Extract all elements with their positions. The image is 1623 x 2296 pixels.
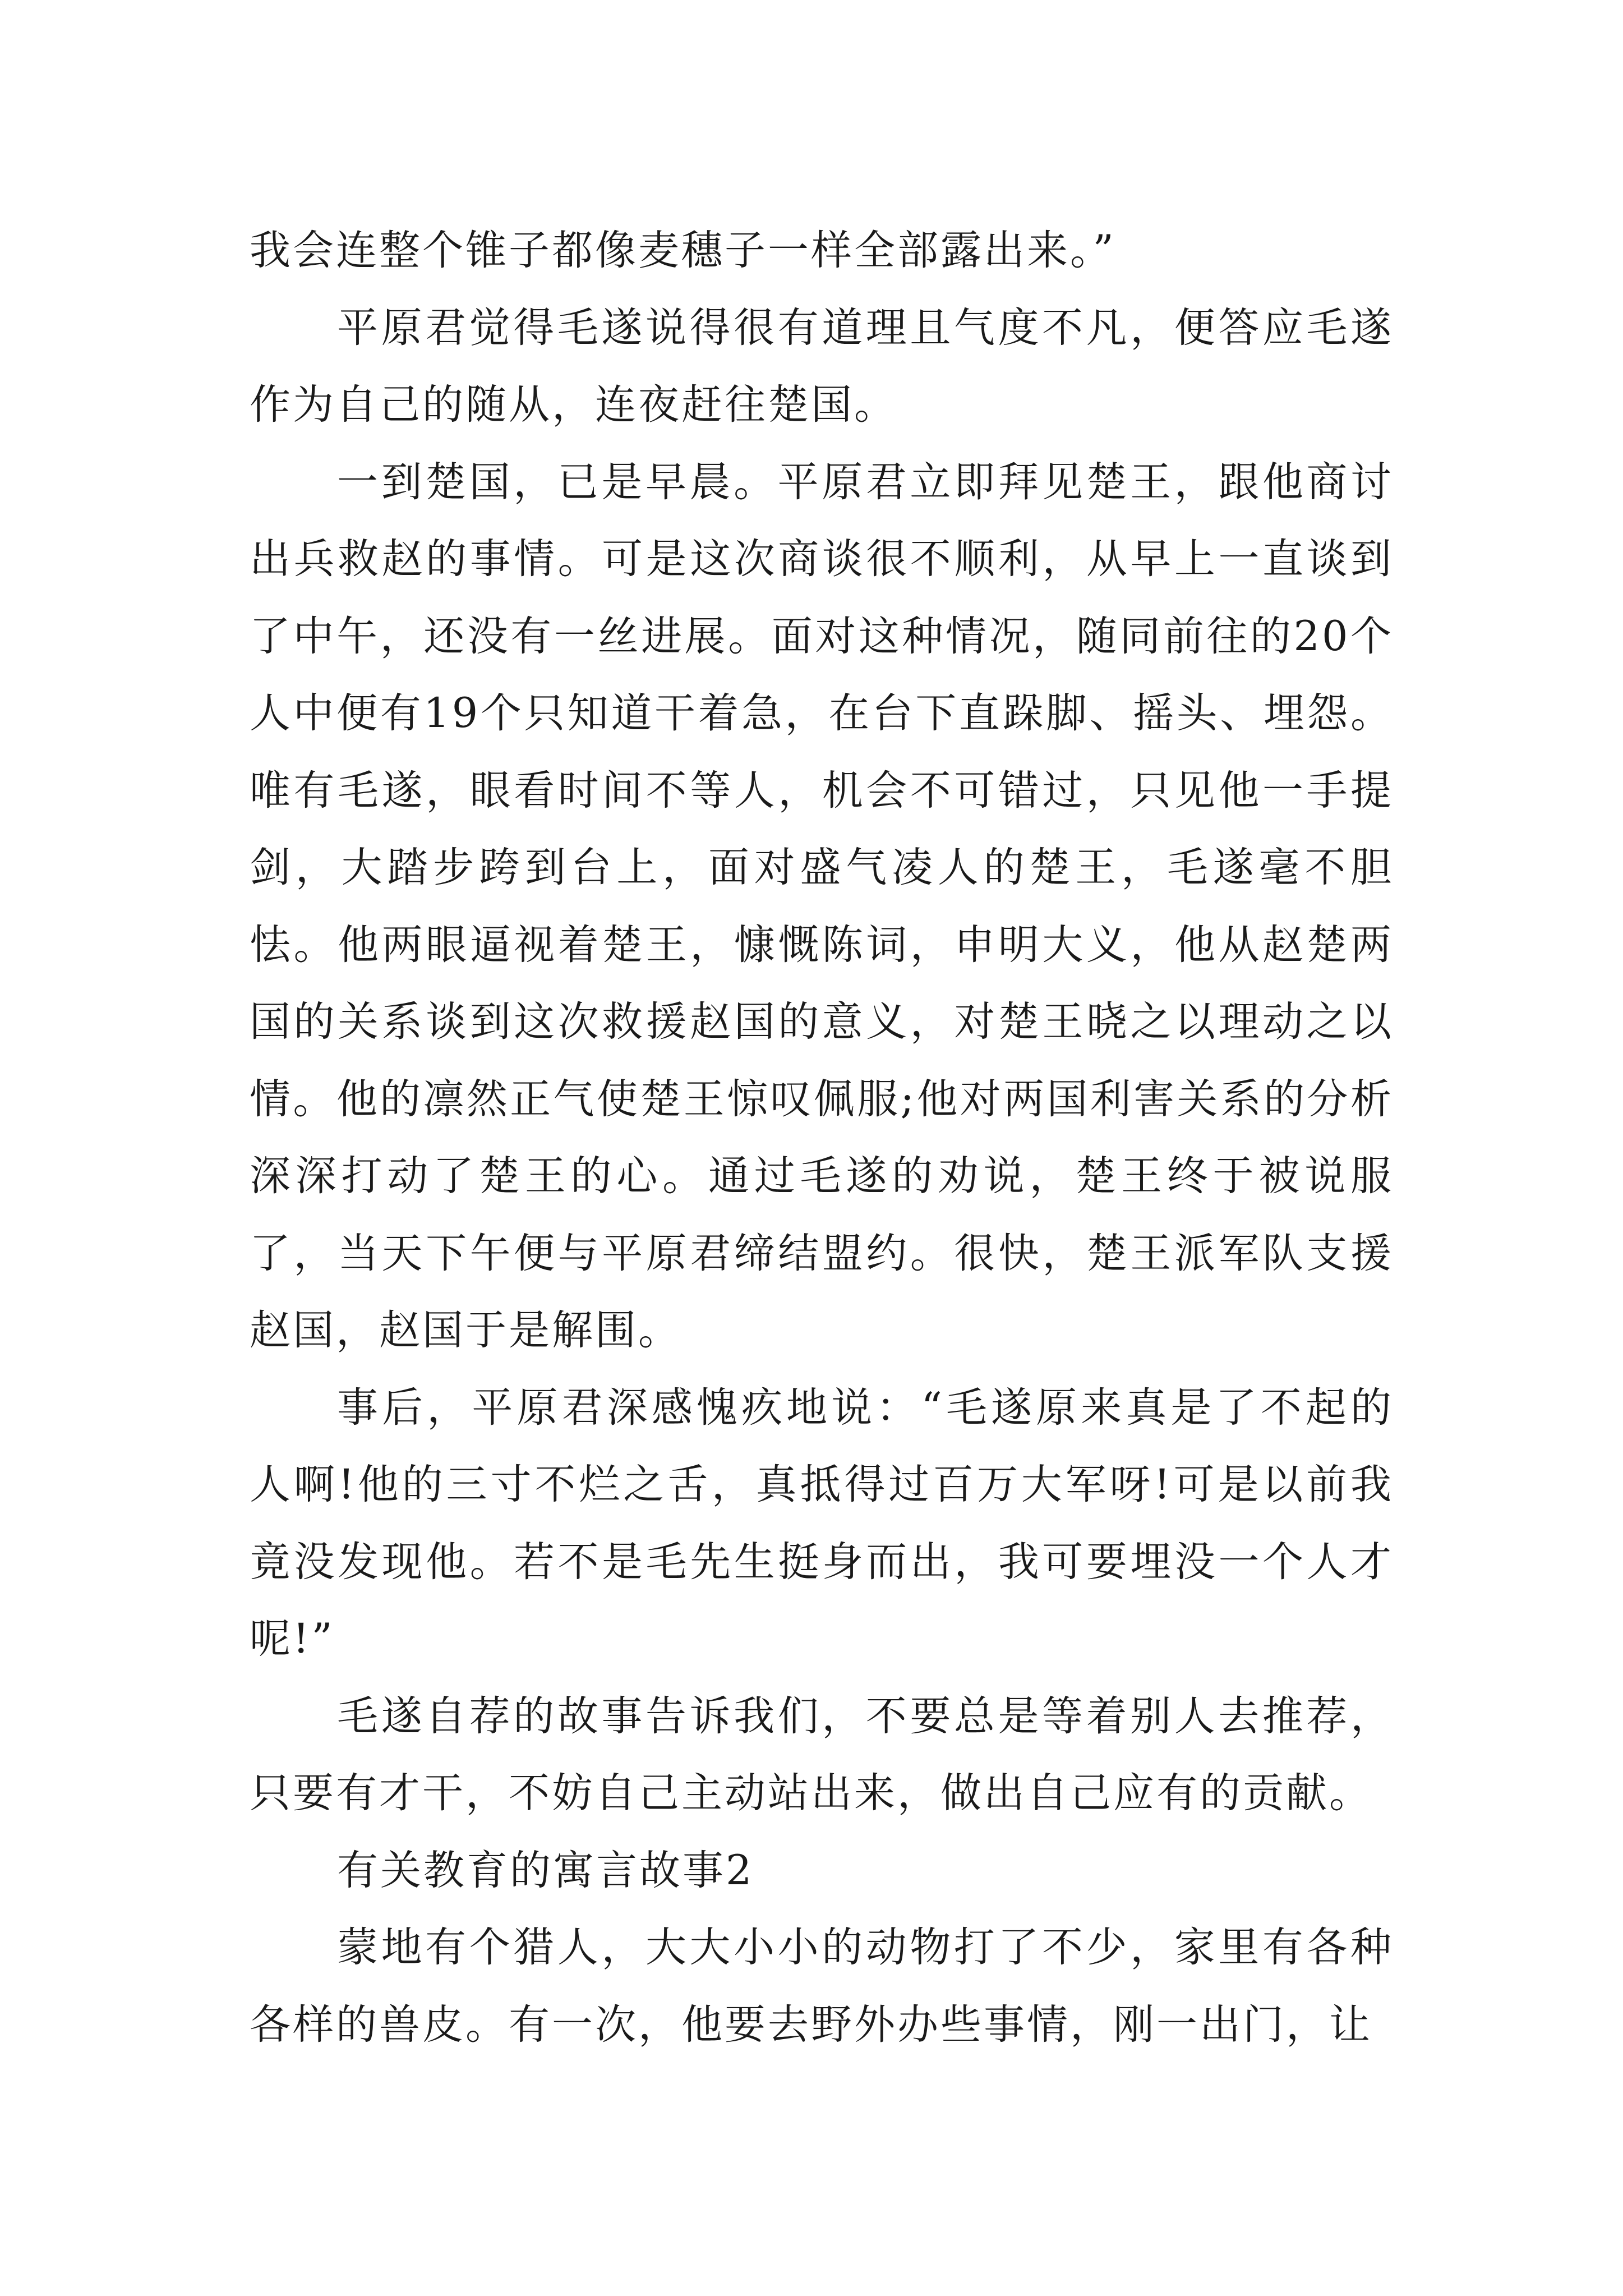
paragraph: 一到楚国，已是早晨。平原君立即拜见楚王，跟他商讨出兵救赵的事情。可是这次商谈很不顺利，从早上一直谈到了中午，还没有一丝进展。面对这种情况，随同前往的20个人中便有19个只知道干着急，在台下直跺脚、摇头、埋怨。唯有毛遂，眼看时间不等人，机会不可错过，只见他一手提剑，大踏步跨到台上，面对盛气凌人的楚王，毛遂毫不胆怯。他两眼逼视着楚王，慷慨陈词，申明大义，他从赵楚两国的关系谈到这次救援赵国的意义，对楚王晓之以理动之以情。他的凛然正气使楚王惊叹佩服;他对两国利害关系的分析深深打动了楚王的心。通过毛遂的劝说，楚王终于被说服了，当天下午便与平原君缔结盟约。很快，楚王派军队支援赵国，赵国于是解围。 — [250, 458, 1394, 1354]
paragraph: 事后，平原君深感愧疚地说：“毛遂原来真是了不起的人啊!他的三寸不烂之舌，真抵得过百万大军呀!可是以前我竟没发现他。若不是毛先生挺身而出，我可要埋没一个人才呢!” — [250, 1383, 1394, 1663]
section-heading: 有关教育的寓言故事2 — [337, 1846, 754, 1894]
paragraph: 毛遂自荐的故事告诉我们，不要总是等着别人去推荐，只要有才干，不妨自己主动站出来，做出自己应有的贡献。 — [250, 1692, 1394, 1817]
document-body — [250, 212, 1394, 2063]
paragraph: 蒙地有个猎人，大大小小的动物打了不少，家里有各种各样的兽皮。有一次，他要去野外办些事情，刚一出门，让 — [250, 1924, 1394, 2049]
paragraph-continuation: 我会连整个锥子都像麦穗子一样全部露出来。” — [250, 227, 1116, 274]
paragraph: 平原君觉得毛遂说得很有道理且气度不凡，便答应毛遂作为自己的随从，连夜赶往楚国。 — [250, 303, 1394, 429]
